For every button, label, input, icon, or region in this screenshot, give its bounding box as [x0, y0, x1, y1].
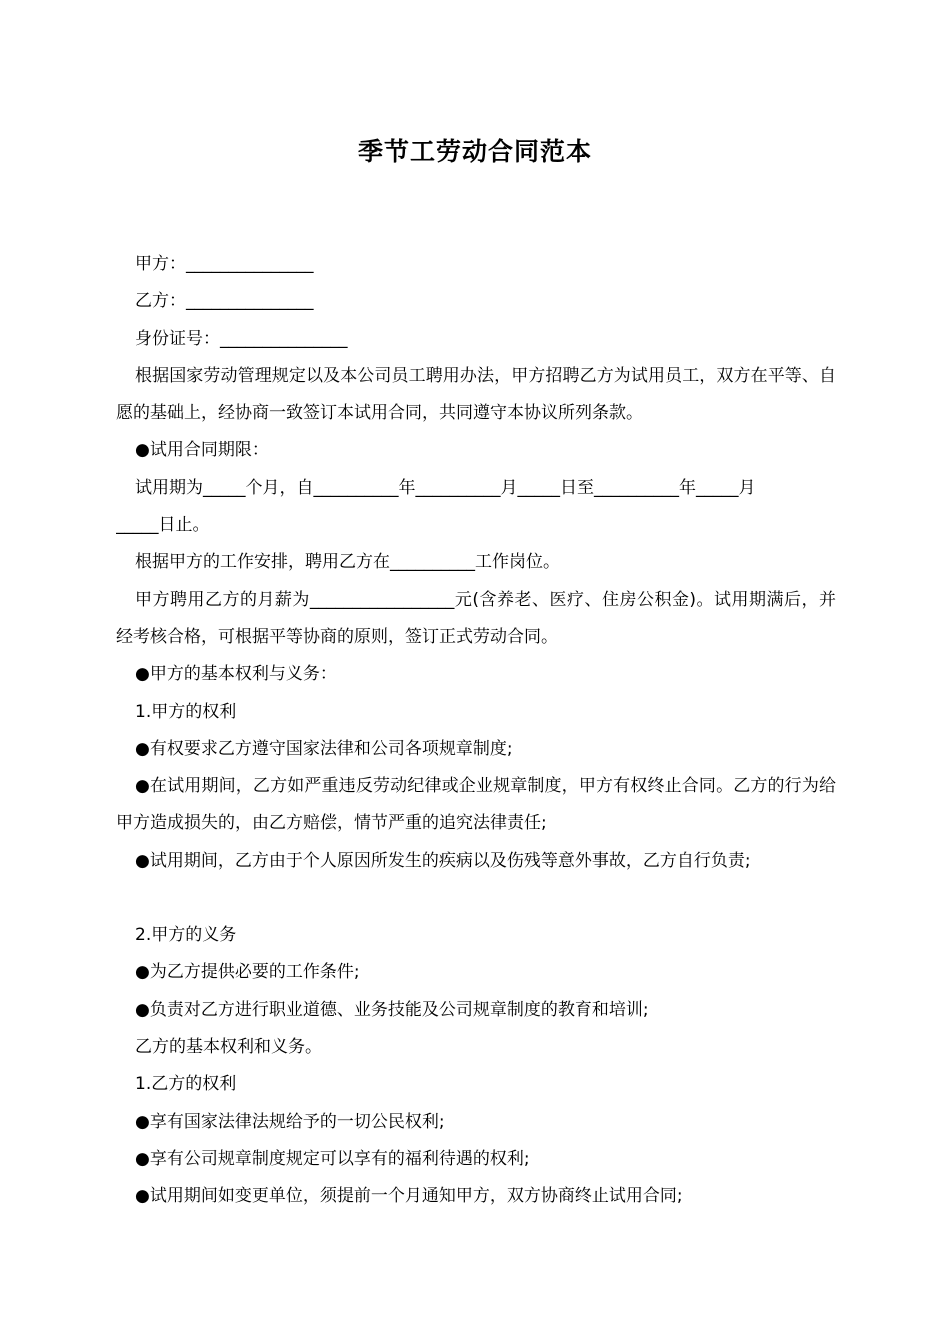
intro-paragraph: 根据国家劳动管理规定以及本公司员工聘用办法，甲方招聘乙方为试用员工，双方在平等、自愿的基础上，经协商一致签订本试用合同，共同遵守本协议所列条款。	[116, 365, 836, 424]
party-a-line: 甲方：_______________	[135, 254, 314, 274]
paragraph-gap	[116, 880, 836, 917]
party-b-rights-heading: 1.乙方的权利	[135, 1074, 237, 1095]
position-line: 根据甲方的工作安排，聘用乙方在__________工作岗位。	[135, 552, 560, 573]
party-b-right-2: ●享有公司规章制度规定可以享有的福利待遇的权利;	[135, 1148, 530, 1169]
term-heading: ●试用合同期限：	[135, 440, 269, 461]
party-a-right-3: ●试用期间，乙方由于个人原因所发生的疾病以及伤残等意外事故，乙方自行负责;	[135, 850, 751, 871]
party-a-duties-heading: 2.甲方的义务	[135, 925, 237, 946]
party-a-duty-1: ●为乙方提供必要的工作条件;	[135, 962, 360, 983]
salary-paragraph: 甲方聘用乙方的月薪为_________________元(含养老、医疗、住房公积金)。试用期满后，并经考核合格，可根据平等协商的原则，签订正式劳动合同。	[116, 589, 836, 647]
term-line-2: _____日止。	[116, 515, 210, 536]
party-a-rights-duties-heading: ●甲方的基本权利与义务：	[135, 664, 337, 685]
term-line-1: 试用期为_____个月，自__________年__________月_____日至__________年_____月	[135, 477, 756, 498]
document-title: 季节工劳动合同范本	[357, 137, 592, 166]
party-b-right-3: ●试用期间如变更单位，须提前一个月通知甲方，双方协商终止试用合同;	[135, 1186, 683, 1207]
id-number-line: 身份证号：_______________	[135, 328, 348, 349]
party-a-right-2: ●在试用期间，乙方如严重违反劳动纪律或企业规章制度，甲方有权终止合同。乙方的行为给甲方造成损失的，由乙方赔偿，情节严重的追究法律责任;	[116, 776, 836, 834]
party-b-right-1: ●享有国家法律法规给予的一切公民权利;	[135, 1111, 445, 1132]
party-a-rights-heading: 1.甲方的权利	[135, 701, 237, 722]
party-b-line: 乙方：_______________	[135, 291, 314, 312]
party-a-right-1: ●有权要求乙方遵守国家法律和公司各项规章制度;	[135, 738, 513, 759]
document-body	[116, 246, 836, 1215]
party-b-rights-duties-heading: 乙方的基本权利和义务。	[135, 1036, 322, 1057]
party-a-duty-2: ●负责对乙方进行职业道德、业务技能及公司规章制度的教育和培训;	[135, 999, 649, 1020]
